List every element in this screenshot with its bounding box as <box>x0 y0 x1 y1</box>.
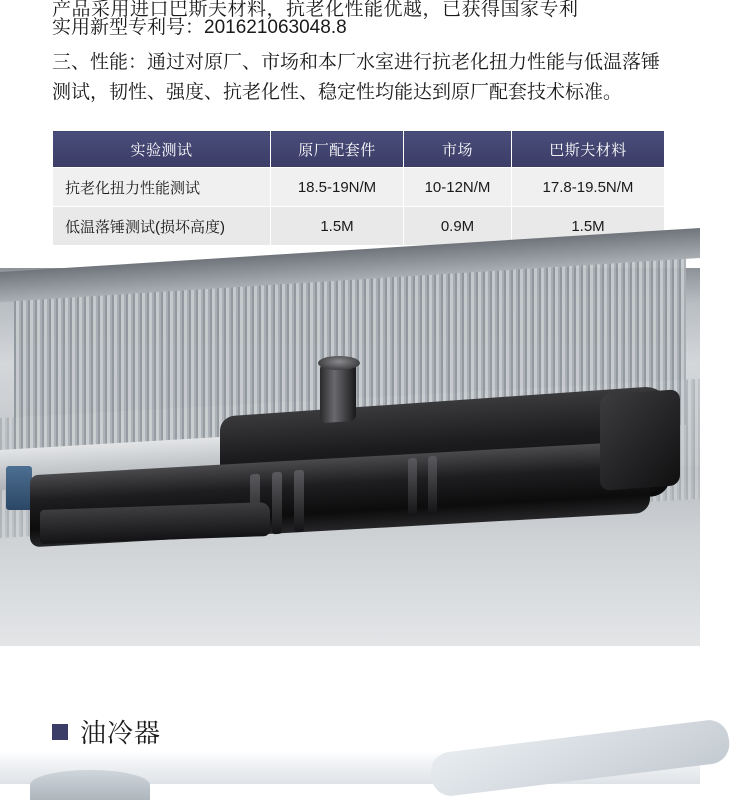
table-cell: 10-12N/M <box>404 168 512 207</box>
table-cell: 18.5-19N/M <box>271 168 404 207</box>
oil-cooler-photo-part <box>30 770 150 800</box>
table-header-cell-3: 巴斯夫材料 <box>512 131 665 168</box>
square-bullet-icon <box>52 724 68 740</box>
table-cell: 1.5M <box>512 207 665 246</box>
table-row-label: 低温落锤测试(损坏高度) <box>53 207 271 246</box>
spec-table <box>52 130 665 246</box>
table-header-cell-1: 原厂配套件 <box>271 131 404 168</box>
table-header-cell-2: 市场 <box>404 131 512 168</box>
performance-text: 通过对原厂、市场和本厂水室进行抗老化扭力性能与低温落锤测试，韧性、强度、抗老化性、稳定性均能达到原厂配套技术标准。 <box>52 52 661 103</box>
oil-cooler-photo-highlight <box>428 718 731 798</box>
table-cell: 1.5M <box>271 207 404 246</box>
section-header-oil-cooler <box>52 713 161 750</box>
table-row <box>53 168 665 207</box>
intro-text-block <box>0 0 700 108</box>
spec-table-wrapper <box>52 130 652 246</box>
radiator-product-photo <box>0 268 700 646</box>
table-header-row <box>53 131 665 168</box>
table-cell: 17.8-19.5N/M <box>512 168 665 207</box>
table-row-label: 抗老化扭力性能测试 <box>53 168 271 207</box>
section-title: 油冷器 <box>80 718 162 748</box>
performance-paragraph <box>52 48 672 108</box>
performance-lead: 三、性能： <box>52 52 148 73</box>
table-header-cell-0: 实验测试 <box>53 131 271 168</box>
patent-number: 201621063048.8 <box>204 17 347 38</box>
clipped-top-line: 产品采用进口巴斯夫材料，抗老化性能优越，已获得国家专利 <box>52 0 579 20</box>
table-cell: 0.9M <box>404 207 512 246</box>
radiator-corner-bracket <box>6 466 32 510</box>
oil-cooler-photo <box>0 752 700 784</box>
patent-label: 实用新型专利号： <box>52 17 205 38</box>
